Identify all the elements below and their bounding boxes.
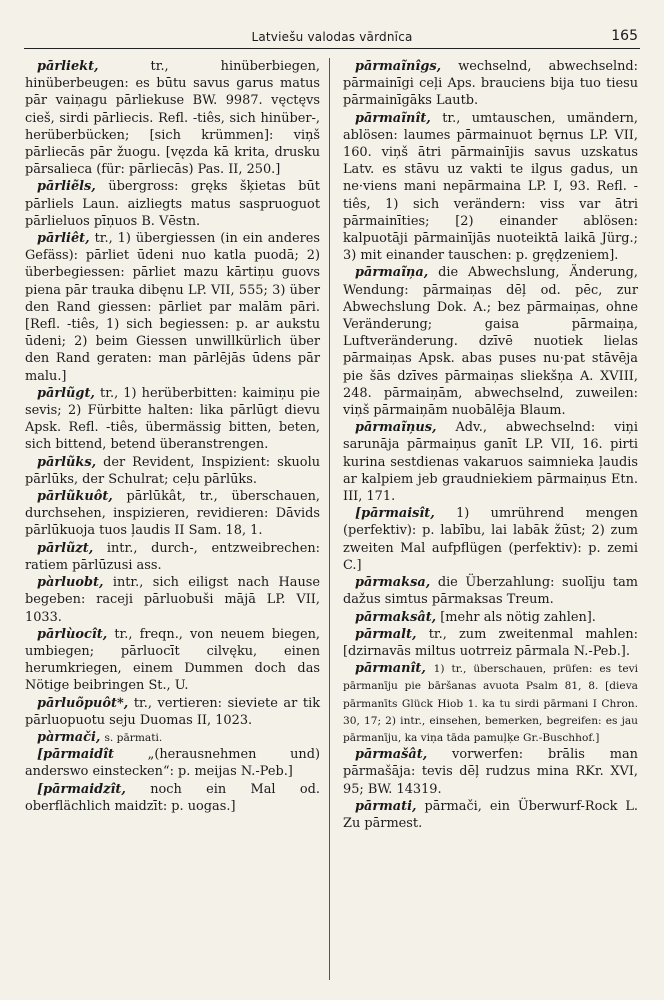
dictionary-entry xyxy=(343,609,638,626)
dictionary-entry xyxy=(343,746,638,798)
dictionary-entry xyxy=(25,781,320,815)
dictionary-entry xyxy=(343,419,638,505)
dictionary-entry xyxy=(25,58,320,178)
headword: pārmašât, xyxy=(355,747,428,763)
dictionary-entry xyxy=(343,505,638,574)
headword: pārmalt, xyxy=(355,626,417,642)
right-column xyxy=(343,58,638,832)
dictionary-entry xyxy=(343,626,638,660)
headword: pārliêt, xyxy=(37,231,90,247)
headword: pàrmači, xyxy=(37,729,101,745)
entry-definition: „(herausnehmen und) anderswo einstecken“: p. meijas N.-Peb.] xyxy=(25,747,320,780)
entry-definition: intr., sich eiligst nach Hause begeben: raceji pārluobuši mājā LP. VII, 1033. xyxy=(25,575,320,625)
dictionary-entry xyxy=(25,454,320,488)
column-divider xyxy=(329,58,330,980)
page-header xyxy=(24,26,640,49)
entry-definition: s. pārmati. xyxy=(104,731,163,744)
dictionary-entry xyxy=(343,110,638,265)
headword: pārluõpuôt*, xyxy=(37,695,129,711)
entry-definition: intr., durch-, entzweibrechen: ratiem pārlūzusi ass. xyxy=(25,540,320,573)
dictionary-entry xyxy=(343,574,638,608)
headword: pārmanît, xyxy=(355,661,426,677)
entry-definition: der Revident, Inspizient: skuolu pārlūks, der Schulrat; ceļu pārlūks. xyxy=(25,454,320,487)
entry-definition: die Überzahlung: suolīju tam dažus simtus pārmaksas Treum. xyxy=(343,575,638,608)
dictionary-entry xyxy=(343,660,638,746)
running-title: Latviešu valodas vārdnīca xyxy=(251,30,413,44)
headword: pārmaĩņus, xyxy=(355,420,437,436)
entry-definition: vorwerfen: brālis man pārmašāja: tevis dēļ rudzus mina RKr. XVI, 95; BW. 14319. xyxy=(343,747,638,797)
left-column xyxy=(25,58,320,815)
headword: [pārmaidzît, xyxy=(37,781,126,797)
entry-definition: übergross: gręks šķietas būt pārliels Laun. aizliegts matus saspruoguot pārlieluos pīņuos B. Vēstn. xyxy=(25,179,320,229)
entry-definition: tr., freqn., von neuem biegen, umbiegen; pārluocīt cilvęku, einen herumkriegen, einem Dummen doch das Nötige beibringen St., U. xyxy=(25,626,320,694)
dictionary-entry xyxy=(25,626,320,695)
headword: pārmaĩnît, xyxy=(355,110,431,126)
entry-definition: [mehr als nötig zahlen]. xyxy=(440,609,596,625)
dictionary-entry xyxy=(25,574,320,626)
headword: pārlùocît, xyxy=(37,626,108,642)
entry-definition: pārlūkât, tr., überschauen, durchsehen, inspizieren, revidieren: Dāvids pārlūkuoja tuos ļaudis II Sam. 18, 1. xyxy=(25,489,320,539)
headword: pārmaksa, xyxy=(355,575,431,591)
dictionary-entry xyxy=(25,385,320,454)
headword: pārlũgt, xyxy=(37,385,95,401)
page-number: 165 xyxy=(611,28,638,44)
dictionary-entry xyxy=(25,746,320,780)
dictionary-entry xyxy=(25,230,320,385)
headword: pàrluobt, xyxy=(37,575,104,591)
entry-definition: Adv., abwechselnd: viņi sarunāja pārmaiņus ganīt LP. VII, 16. pirti kurina sestdienas vakaruos saimnieka ļaudis ar kalpiem jeb graudniekiem pārmaiņus Etn. III, 171. xyxy=(343,420,638,505)
dictionary-entry xyxy=(25,729,320,746)
headword: pārlũzt, xyxy=(37,540,94,556)
headword: pārliekt, xyxy=(37,59,99,74)
dictionary-entry xyxy=(343,58,638,110)
headword: pārmaĩņa, xyxy=(355,265,429,281)
entry-definition: tr., hinüberbiegen, hinüberbeugen: es būtu savus garus matus pār vaiņagu pārliekuse BW. 9987. vęctęvs cieš, sirdi pārliecis. Refl. -tiês, sich hinüber-, herüberbücken; [sich krümmen]: viņš pārliecās pār žuogu. [vęzda kā krita, drusku pārsalieca (für: pārliecās) Pas. II, 250.] xyxy=(25,59,320,178)
dictionary-entry xyxy=(343,264,638,419)
dictionary-entry xyxy=(25,488,320,540)
entry-definition: tr., 1) herüberbitten: kaimiņu pie sevis; 2) Fürbitte halten: lika pārlūgt dievu Apsk. Refl. -tiês, übermässig bitten, beten, sich bittend, betend überanstrengen. xyxy=(25,385,320,453)
headword: pārliẽls, xyxy=(37,179,96,195)
headword: pārlũks, xyxy=(37,454,97,470)
headword: pārmaksât, xyxy=(355,609,437,625)
entry-definition: tr., umtauschen, umändern, ablösen: laumes pārmainuot bęrnus LP. VII, 160. viņš ātri pārmainījis savus uzskatus Latv. es stāvu uz vakti te ilgus gadus, un ne·viens mani nepārmaina LP. I, 93. Refl. -tiês, 1) sich verändern: viss var ātri pārmainīties; [2) einander ablösen: kalpuotāji pārmainījās nuoteiktā laikā Jürg.; 3) mit einander tauschen: p. gręd̦zeniem]. xyxy=(343,110,638,264)
entry-definition: wechselnd, abwechselnd: pārmainīgi ceļi Aps. brauciens bija tuo tiesu pārmainīgāks Lautb. xyxy=(343,59,638,109)
dictionary-entry xyxy=(25,540,320,574)
entry-definition: tr., vertieren: sieviete ar tik pārluopuotu seju Duomas II, 1023. xyxy=(25,695,320,728)
entry-definition: 1) umrührend mengen (perfektiv): p. labību, lai labāk žūst; 2) zum zweiten Mal aufpflügen (perfektiv): p. zemi C.] xyxy=(343,506,638,573)
entry-definition: pārmači, ein Überwurf-Rock L. Zu pārmest. xyxy=(343,798,638,831)
entry-definition: die Abwechslung, Änderung, Wendung: pārmaiņas dēļ od. pēc, zur Abwechslung Dok. A.; bez pārmaiņas, ohne Veränderung; gaisa pārmaiņa, Luftveränderung. dzīvē nuotiek lielas pārmaiņas Apsk. abas puses nu·pat stāvēja pie šās dzīves pārmaiņas sliekšņa A. XVIII, 248. pārmaiņām, abwechselnd, zuweilen: viņš pārmaiņām nuobālēja Blaum. xyxy=(343,265,638,419)
dictionary-entry xyxy=(25,695,320,729)
entry-definition: tr., zum zweitenmal mahlen: [dzirnavās miltus uotrreiz pārmala N.-Peb.]. xyxy=(343,626,638,659)
entry-definition: 1) tr., überschauen, prüfen: es tevi pārmanīju pie bāršanas avuota Psalm 81, 8. [dieva pārmanīts Glück Hiob 1. ka tu sirdi pārmani I Chron. 30, 17; 2) intr., einsehen, bemerken, begreifen: es jau pārmanīju, ka viņa tāda pamuļķe Gr.-Buschhof.] xyxy=(343,663,639,744)
dictionary-entry xyxy=(343,798,638,832)
headword: [pārmaidît xyxy=(37,747,115,763)
dictionary-entry xyxy=(25,178,320,230)
headword: [pārmaisît, xyxy=(355,506,435,522)
headword: pārmaĩnîgs, xyxy=(355,59,442,74)
entry-definition: tr., 1) übergiessen (in ein anderes Gefäss): pārliet ūdeni nuo katla puodā; 2) überbegiessen: pārliet mazu kārtiņu guovs piena pār trauka dibęnu LP. VII, 555; 3) über den Rand giessen: pārliet par malām pāri. [Refl. -tiês, 1) sich begiessen: p. ar aukstu ūdeni; 2) beim Giessen unwillkürlich über den Rand geraten: man pārlējās ūdens pār malu.] xyxy=(25,231,320,384)
headword: pārmati, xyxy=(355,798,417,814)
entry-definition: noch ein Mal od. oberflächlich maidzīt: p. uogas.] xyxy=(25,781,320,814)
headword: pārlũkuôt, xyxy=(37,489,113,505)
